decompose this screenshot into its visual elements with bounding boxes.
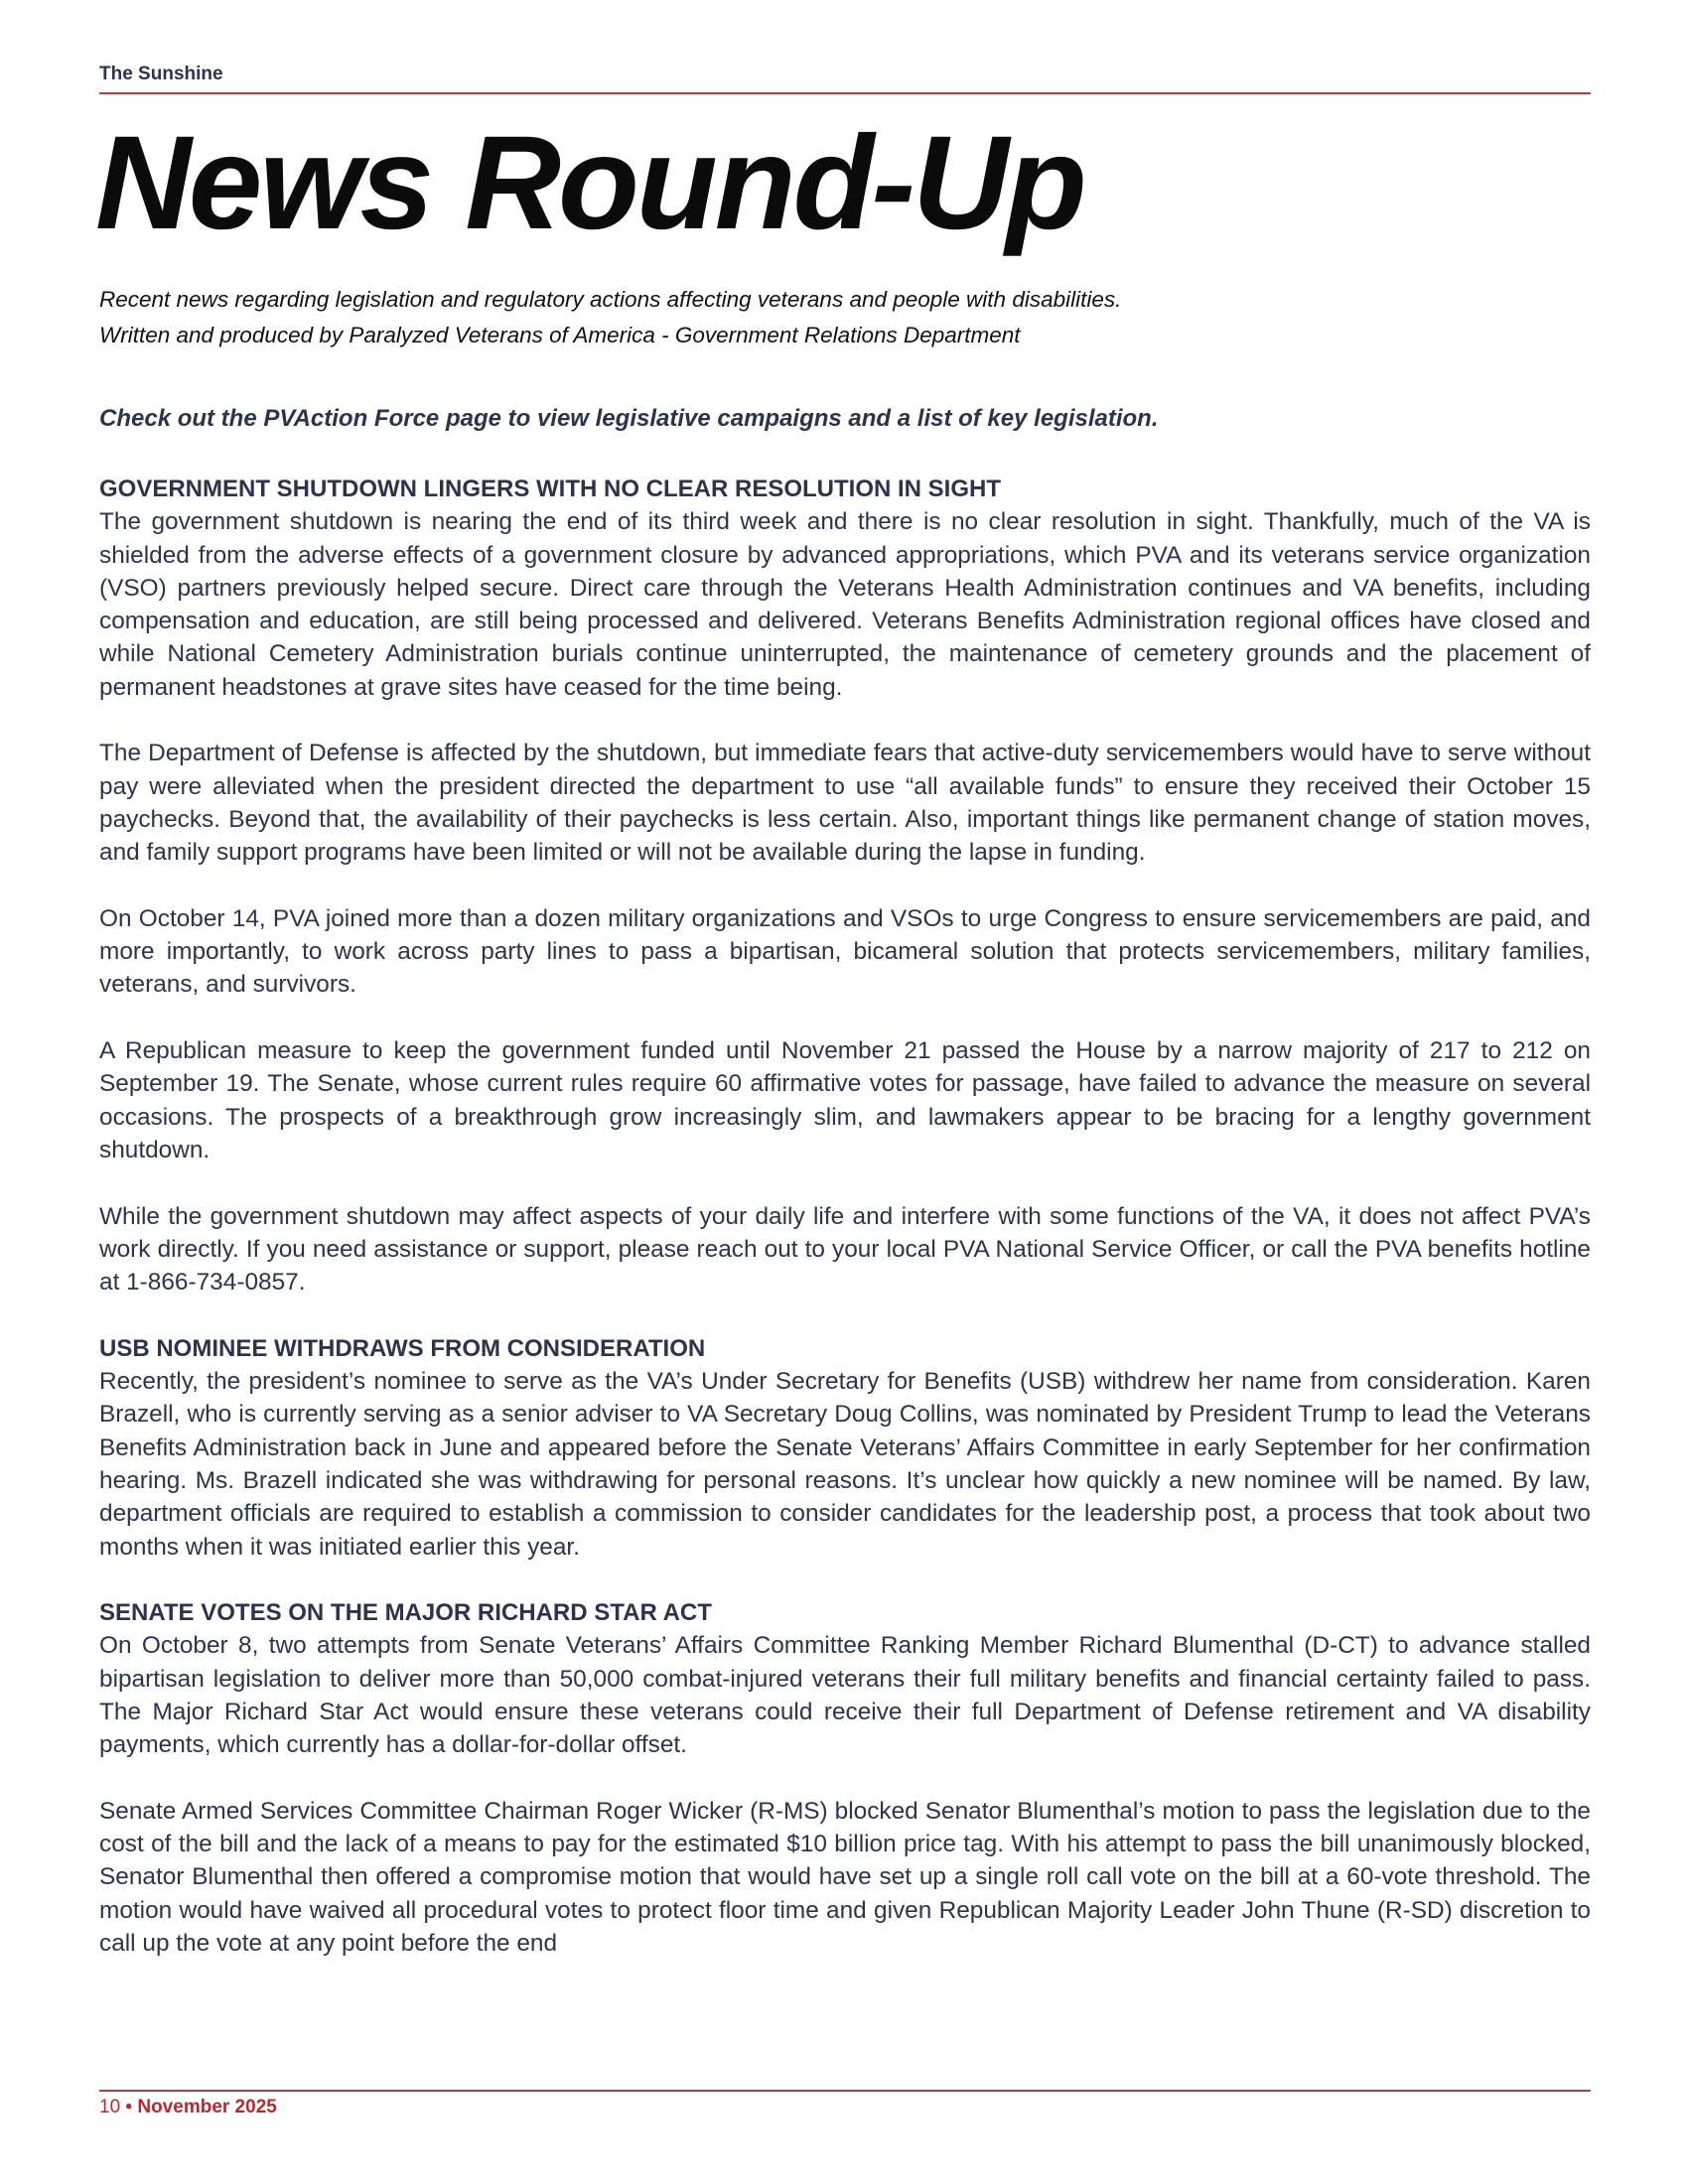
footer-rule (99, 2090, 1591, 2092)
section-usb-nominee (99, 1332, 1591, 1564)
page-number: 10 (99, 2097, 121, 2117)
paragraph: On October 14, PVA joined more than a dozen military organizations and VSOs to urge Congress to ensure servicemembers are paid, and more importantly, to work across party lines to pass a bipartisan, bicameral solution that protects servicemembers, military families, veterans, and survivors. (99, 904, 1591, 999)
paragraph: On October 8, two attempts from Senate Veterans’ Affairs Committee Ranking Member Richard Blumenthal (D-CT) to advance stalled bipartisan legislation to deliver more than 50,000 combat-injured veterans their full military benefits and financial certainty failed to pass. The Major Richard Star Act would ensure these veterans could receive their full Department of Defense retirement and VA disability payments, which currently has a dollar-for-dollar offset. (99, 1632, 1591, 1759)
paragraph: Senate Armed Services Committee Chairman Roger Wicker (R-MS) blocked Senator Blumenthal’s motion to pass the legislation due to the cost of the bill and the lack of a means to pay for the estimated $10 billion price tag. With his attempt to pass the bill unanimously blocked, Senator Blumenthal then offered a compromise motion that would have set up a single roll call vote on the bill at a 60-vote threshold. The motion would have waived all procedural votes to protect floor time and given Republican Majority Leader John Thune (R-SD) discretion to call up the vote at any point before the end (99, 1797, 1591, 1958)
issue-date: November 2025 (137, 2097, 277, 2117)
section-heading: SENATE VOTES ON THE MAJOR RICHARD STAR ACT (99, 1599, 712, 1627)
paragraph: The Department of Defense is affected by the shutdown, but immediate fears that active-duty servicemembers would have to serve without pay were alleviated when the president directed the department to use “all available funds” to ensure they received their October 15 paychecks. Beyond that, the availability of their paychecks is less certain. Also, important things like permanent change of station moves, and family support programs have been limited or will not be available during the lapse in funding. (99, 740, 1591, 867)
paragraph: A Republican measure to keep the government funded until November 21 passed the House by a narrow majority of 217 to 212 on September 19. The Senate, whose current rules require 60 affirmative votes for passage, have failed to advance the measure on several occasions. The prospects of a breakthrough grow increasingly slim, and lawmakers appear to be bracing for a lengthy government shutdown. (99, 1037, 1591, 1163)
page-footer (99, 2097, 277, 2118)
section-government-shutdown (99, 473, 1591, 1298)
section-richard-star-act (99, 1596, 1591, 1960)
article-body (99, 473, 1591, 1960)
publication-name: The Sunshine (99, 64, 223, 84)
header-rule (99, 92, 1591, 94)
pvaction-force-callout[interactable]: Check out the PVAction Force page to view legislative campaigns and a list of key legislation. (99, 405, 1159, 432)
footer-separator: • (125, 2097, 133, 2117)
subtitle-line: Recent news regarding legislation and regulatory actions affecting veterans and people with disabilities. (99, 287, 1122, 312)
paragraph: The government shutdown is nearing the end of its third week and there is no clear resolution in sight. Thankfully, much of the VA is shielded from the adverse effects of a government closure by advanced appropriations, which PVA and its veterans service organization (VSO) partners previously helped secure. Direct care through the Veterans Health Administration continues and VA benefits, including compensation and education, are still being processed and delivered. Veterans Benefits Administration regional offices have closed and while National Cemetery Administration burials continue uninterrupted, the maintenance of cemetery grounds and the placement of permanent headstones at grave sites have ceased for the time being. (99, 508, 1591, 701)
page-title: News Round-Up (95, 109, 1084, 257)
section-heading: USB NOMINEE WITHDRAWS FROM CONSIDERATION (99, 1334, 706, 1362)
paragraph: While the government shutdown may affect aspects of your daily life and interfere with some functions of the VA, it does not affect PVA’s work directly. If you need assistance or support, please reach out to your local PVA National Service Officer, or call the PVA benefits hotline at 1-866-734-0857. (99, 1202, 1591, 1297)
section-heading: GOVERNMENT SHUTDOWN LINGERS WITH NO CLEAR RESOLUTION IN SIGHT (99, 476, 1001, 502)
subtitle-line: Written and produced by Paralyzed Veterans of America - Government Relations Department (99, 323, 1021, 347)
paragraph: Recently, the president’s nominee to serve as the VA’s Under Secretary for Benefits (USB) withdrew her name from consideration. Karen Brazell, who is currently serving as a senior adviser to VA Secretary Doug Collins, was nominated by President Trump to lead the Veterans Benefits Administration back in June and appeared before the Senate Veterans’ Affairs Committee in early September for her confirmation hearing. Ms. Brazell indicated she was withdrawing for personal reasons. It’s unclear how quickly a new nominee will be named. By law, department officials are required to establish a commission to consider candidates for the leadership post, a process that took about two months when it was initiated earlier this year. (99, 1368, 1591, 1561)
